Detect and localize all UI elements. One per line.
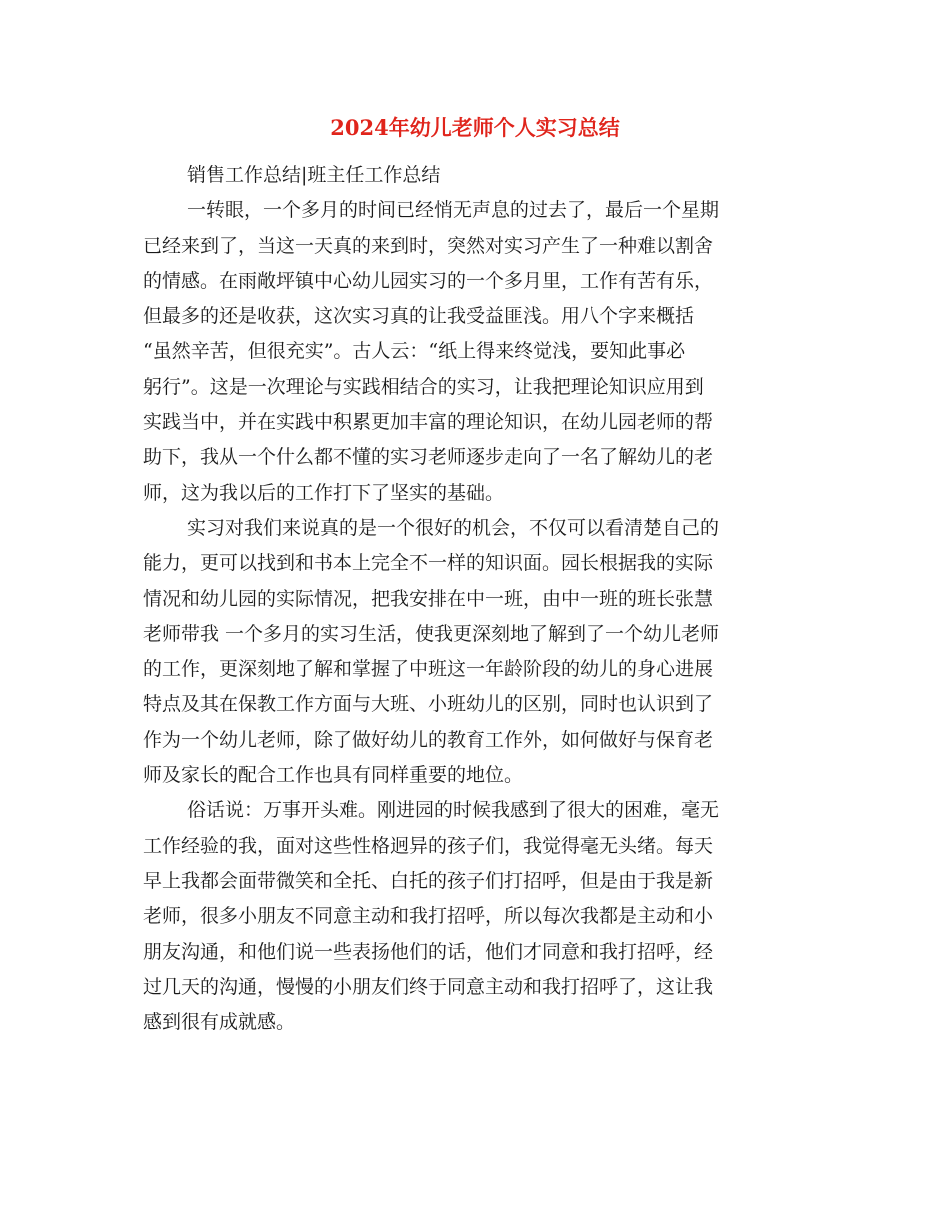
text-line: 实践当中，并在实践中积累更加丰富的理论知识，在幼儿园老师的帮 bbox=[143, 411, 714, 434]
text-line: 师，这为我以后的工作打下了坚实的基础。 bbox=[143, 481, 505, 504]
text-line: 躬行”。这是一次理论与实践相结合的实习，让我把理论知识应用到 bbox=[143, 375, 704, 398]
text-line: 老师带我 一个多月的实习生活，使我更深刻地了解到了一个幼儿老师 bbox=[143, 622, 720, 645]
text-line: 老师，很多小朋友不同意主动和我打招呼，所以每次我都是主动和小 bbox=[143, 905, 714, 928]
text-line: 朋友沟通，和他们说一些表扬他们的话，他们才同意和我打招呼，经 bbox=[143, 940, 714, 963]
text-line: 能力，更可以找到和书本上完全不一样的知识面。园长根据我的实际 bbox=[143, 552, 714, 575]
text-line: 过几天的沟通，慢慢的小朋友们终于同意主动和我打招呼了，这让我 bbox=[143, 975, 714, 998]
text-line: 工作经验的我，面对这些性格迥异的孩子们，我觉得毫无头绪。每天 bbox=[143, 834, 714, 857]
text-line: 的工作，更深刻地了解和掌握了中班这一年龄阶段的幼儿的身心进展 bbox=[143, 658, 714, 681]
text-line: 早上我都会面带微笑和全托、白托的孩子们打招呼，但是由于我是新 bbox=[143, 869, 714, 892]
text-line: 助下，我从一个什么都不懂的实习老师逐步走向了一名了解幼儿的老 bbox=[143, 446, 714, 469]
text-line: 已经来到了，当这一天真的来到时，突然对实习产生了一种难以割舍 bbox=[143, 234, 714, 257]
text-line: “虽然辛苦，但很充实”。古人云：“纸上得来终觉浅，要知此事必 bbox=[143, 340, 686, 363]
document-body bbox=[143, 158, 803, 1040]
text-line: 一转眼，一个多月的时间已经悄无声息的过去了，最后一个星期 bbox=[187, 199, 720, 222]
text-line: 的情感。在雨敞坪镇中心幼儿园实习的一个多月里，工作有苦有乐， bbox=[143, 269, 714, 292]
text-line: 但最多的还是收获，这次实习真的让我受益匪浅。用八个字来概括 bbox=[143, 305, 695, 328]
text-line: 特点及其在保教工作方面与大班、小班幼儿的区别，同时也认识到了 bbox=[143, 693, 714, 716]
text-line: 实习对我们来说真的是一个很好的机会，不仅可以看清楚自己的 bbox=[187, 516, 720, 539]
text-line: 俗话说：万事开头难。刚进园的时候我感到了很大的困难，毫无 bbox=[187, 799, 720, 822]
text-line: 销售工作总结|班主任工作总结 bbox=[187, 164, 441, 186]
text-line: 情况和幼儿园的实际情况，把我安排在中一班，由中一班的班长张慧 bbox=[143, 587, 714, 610]
text-line: 作为一个幼儿老师，除了做好幼儿的教育工作外，如何做好与保育老 bbox=[143, 728, 714, 751]
document-title: 2024年幼儿老师个人实习总结 bbox=[330, 115, 620, 140]
text-line: 感到很有成就感。 bbox=[143, 1011, 296, 1034]
text-line: 师及家长的配合工作也具有同样重要的地位。 bbox=[143, 764, 524, 787]
